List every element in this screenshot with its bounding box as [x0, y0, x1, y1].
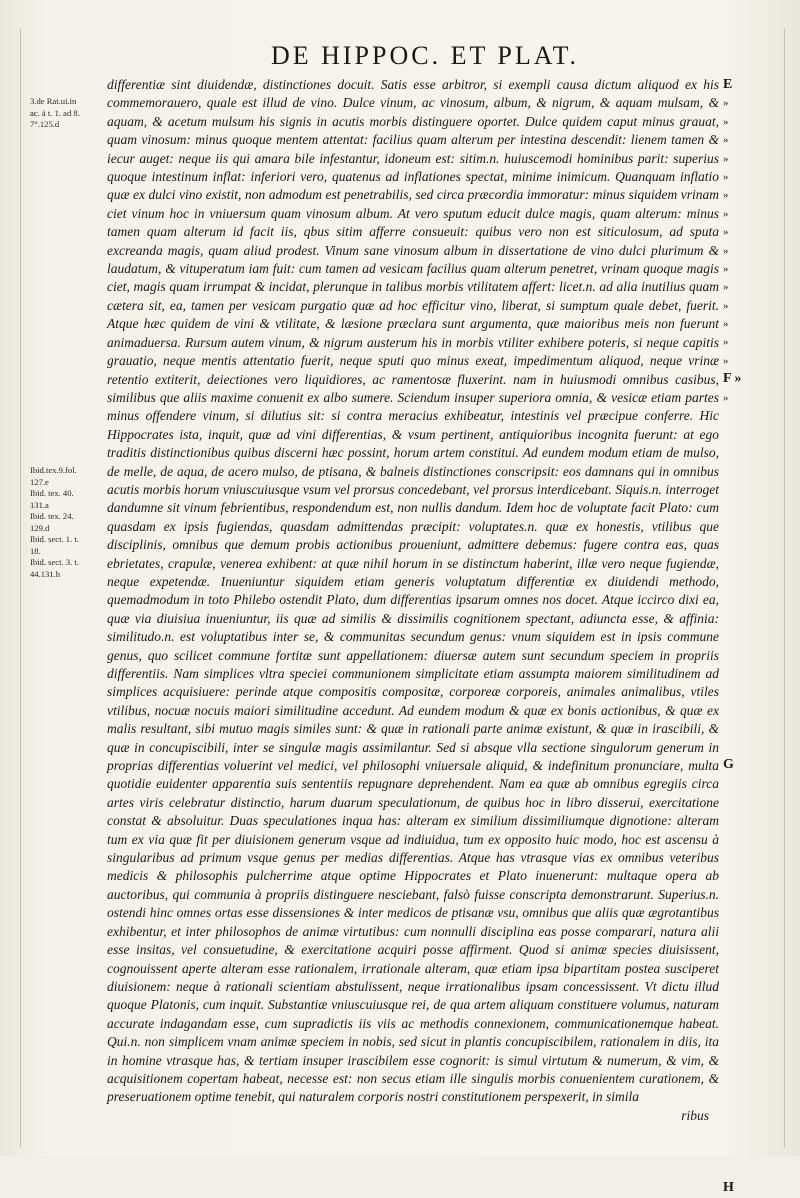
margin-marker: » [723, 318, 729, 331]
margin-marker: » [723, 189, 729, 202]
margin-marker: » [723, 354, 729, 367]
margin-marker: H [723, 1180, 734, 1196]
margin-marker: » [723, 115, 729, 128]
body-paragraph: differentiæ sint diuidendæ, distinctiones docuit. Satis esse arbitror, si exempli causa dictum aliquod ex his commemorauero, quale est illud de vino. Dulce vinum, ac vinosum, album, & nigrum, & aquam mulsam, & aquam, & acetum mulsum his signis in acutis morbis distinguere oportet. Dulce quidem caput minus grauat, quam vinosum: minus quoque mentem attentat: facilius quam alterum per intestina descendit: lienem tamen & iecur auget: neque iis qui amara bile infestantur, idoneum est: sitim.n. huiuscemodi hominibus parit: superius quoque intestinum inflat: inferiori vero, quatenus ad inflationes spectat, minime inimicum. Quanquam inflatio quæ ex dulci vino existit, non admodum est penetrabilis, sed circa præcordia immoratur: minus siquidem vrinam ciet vinum hoc in vniuersum quam vinosum album. At vero sputum educit dulce magis, quam alterum: minus tamen quam alterum id facit iis, qbus sitim afferre consueuit: quibus vero non est siticulosum, ad sputa excreanda magis, quam aliud prodest. Vinum sane vinosum album in dissertatione de vino dulci plurimum & laudatum, & vituperatum iam fuit: cum tamen ad vesicam facilius quam alterum penetret, vrinam quoque magis ciet, magis quam irrumpat & incidat, plerunque in talibus morbis vtilitatem affert: licet.n. ad alia inutilius quam cætera sit, ea, tamen per vesicam purgatio quæ ad hoc efficitur vino, liberat, si sumptum quale debet, fuerit. Atque hæc quidem de vini & vtilitate, & læsione præclara sunt argumenta, quæ maioribus meis non fuerunt animaduersa. Rursum autem vinum, & nigrum austerum his in morbis vtiliter exhibere poteris, si neque capitis grauatio, neque mentis attentatio fuerit, neque sputi quo minus exeat, impedimentum aliquod, neque vrinæ retentio extiterit, deiectiones vero liquidiores, ac ramentosæ fluxerint. nam in huiusmodi omnibus casibus, similibus que aliis maxime conuenit ex albo sumere. Sciendum insuper superiora omnia, & vesicæ etiam partes minus offendere vinum, si dilutius sit: si contra meracius exhibeatur, intestinis vel præcipue conferre. Hic Hippocrates ista, inquit, quæ ad vini differentias, & vsum pertinent, antiquioribus incognita fuerunt: at ego traditis distinctionibus quibus discerni hæc possint, horum artem constitui. Ad eundem modum etiam de mulso, de melle, de aqua, de acero mulso, de ptisana, & balneis distinctiones conscripsit: eos damnans qui in omnibus acutis morbis horum vniuscuiusque vsum vel prorsus concedebant, vel prorsus interdicebant. Siquis.n. interroget dandumne sit vinum febrientibus, respondendum est, non nullis dandum. Idem hoc de voluptate facit Plato: cum quasdam ex ipsis fugiendas, quasdam admittendas præcipit: voluptates.n. quæ ex honestis, vtilibus que disciplinis, omnibus que demum probis actionibus proueniunt, admittere debemus: fugere contra eas, quas ebrietates, crapulæ, venerea exhibent: at quæ nihil horum in se distinctum haberint, illæ vero neque fugiendæ, neque expetendæ. Inueniuntur siquidem etiam generis voluptatum differentiæ ex diuidendi methodo, quemadmodum in toto Philebo ostendit Plato, dum differentias ipsarum omnes nos docet. Atque iccirco dixi ea, quæ via diuisiua inueniuntur, iis quæ ad similis & dissimilis cognitionem spectant, adiuncta esse, & affinia: similitudo.n. est voluptatibus inter se, & communitas secundum genus: vnum siquidem est in ipsis commune genus, quo scilicet commune fortitæ sunt appellationem: diuersæ autem sunt secundum speciem in propriis differentiis. Nam simplices vltra speciei communionem simplicitate etiam assumpta maiorem similitudinem ad simplices acquisiuere: perinde atque compositis compositæ, corporeæ corporeis, animales animalibus, vtiles vtilibus, nocuæ nocuis maiori similitudine accedunt. Ad eundem modum & quæ ex bonis actionibus, & quæ ex malis resultant, sibi mutuo magis similes sunt: & quæ in rationali parte animæ existunt, & quæ in irascibili, & quæ in concupiscibili, inter se singulæ magis assimilantur. Sed si absque vlla sectione singulorum generum in proprias differentias voluerint vel medici, vel philosophi vniuersale aliquid, & indefinitum pronunciare, multa quotidie euidenter apparentia suis sententiis repugnare deprehendent. Nam ea quæ ab omnibus egregiis circa artes viris celebratur distinctio, harum duarum speculationum, de quibus hoc in libro disserui, exercitatione constat & absoluitur. Duas speculationes inqua has: alteram ex similium dissimiliumque dignotione: alteram tum ex via quæ fit per diuisionem generum vsque ad indiuidua, tum ex opposito huic modo, hoc est ascensu à singularibus ad primum vsque genus per medias differentias. Atque has vtrasque vias ex omnibus veteribus medicis & philosophis pulcherrime atque optime Hippocrates et Plato inuenerunt: multaque opera ab auctoribus, qui communia à propriis distinguere nesciebant, falsò fuisse conscripta demonstrarunt. Superius.n. ostendi hinc omnes ortas esse dissensiones & inter medicos de ptisanæ vsu, omnibus que aliis quæ ægrotantibus exhibentur, et inter philosophos de animæ virtutibus: cum nonnulli disciplina eas posse comparari, natura alii esse insitas, vel consuetudine, & exercitatione acquiri posse affirment. Quod si animæ species diuisissent, cognouissent aperte alteram esse rationalem, irrationale alteram, quæ etiam ipsa bipartitam postea susciperet diuisionem: neque à rationali scientiam abstulissent, neque irrationalibus ipsam concessissent. Vt dictu illud quoque Platonis, cum inquit. Substantiæ vniuscuiusque rei, de qua artem aliquam constituere volumus, naturam accurate indagandam esse, cum supradictis iis viis ac methodis connexionem, communicationemque habeat. Qui.n. non simplicem vnam animæ speciem in nobis, sed sicut in plantis concupiscibilem, rationalem in diis, ita in homine vtrasque has, & tertiam insuper irascibilem esse cognorit: is simul virtutum & numerum, & vim, & acquisitionem copertam habeat, necesse est: non secus etiam ille singulis morbis conuenientem curationem, & preseruationem optime tenebit, qui naturalem corporis nostri constitutionem perspexerit, in simila [107, 77, 719, 1105]
margin-marker: » [723, 152, 729, 165]
margin-marker: » [723, 281, 729, 294]
margin-marker [723, 481, 753, 499]
margin-marker [723, 922, 753, 940]
margin-marker: » [723, 97, 729, 110]
margin-marker [723, 812, 753, 830]
margin-marker [723, 499, 753, 517]
margin-marker [723, 1051, 753, 1069]
margin-marker: » [723, 207, 729, 220]
margin-marker: » [723, 134, 729, 147]
margin-marker [723, 996, 753, 1014]
right-margin-markers [723, 76, 753, 1198]
margin-note-1: 3.de Rat.ui.in ac. ä t. 1. ad 8. 7°.125.d [30, 96, 80, 129]
margin-marker [723, 885, 753, 903]
margin-marker: » [723, 336, 729, 349]
margin-marker [723, 517, 753, 535]
margin-marker [723, 573, 753, 591]
margin-marker [723, 793, 753, 811]
margin-marker [723, 830, 753, 848]
margin-marker [723, 425, 753, 443]
margin-marker [723, 554, 753, 572]
running-header: DE HIPPOC. ET PLAT. [270, 41, 580, 70]
margin-marker [723, 536, 753, 554]
margin-marker [723, 867, 753, 885]
margin-marker: » [723, 170, 729, 183]
margin-marker [723, 904, 753, 922]
page-rule-left [20, 28, 21, 1148]
margin-marker [723, 444, 753, 462]
margin-marker: » [723, 226, 729, 239]
margin-marker [723, 1124, 753, 1142]
margin-marker [723, 959, 753, 977]
margin-marker [723, 1069, 753, 1087]
margin-marker: E [723, 77, 733, 92]
margin-marker [723, 701, 753, 719]
margin-marker [723, 1161, 753, 1179]
body-text [107, 76, 719, 1125]
margin-marker [723, 1014, 753, 1032]
margin-marker [723, 1087, 753, 1105]
margin-marker [723, 1106, 753, 1124]
margin-marker: » [723, 262, 729, 275]
page-rule-right [784, 28, 785, 1148]
margin-marker: » [723, 299, 729, 312]
margin-marker [723, 775, 753, 793]
margin-marker [723, 646, 753, 664]
margin-marker [723, 683, 753, 701]
margin-marker [723, 462, 753, 480]
margin-marker: » [723, 244, 729, 257]
margin-marker [723, 940, 753, 958]
margin-marker [723, 591, 753, 609]
margin-marker [723, 848, 753, 866]
margin-marker: G [723, 757, 734, 773]
margin-marker [723, 720, 753, 738]
margin-marker [723, 665, 753, 683]
catchword: ribus [681, 1107, 709, 1123]
margin-marker [723, 609, 753, 627]
margin-marker [723, 1143, 753, 1161]
margin-note-2: Ibid.tex.9.fol. 127.e Ibid. tex. 40. 131.a Ibid. tex. 24. 129.d Ibid. sect. 1. t. 18. Ibid. sect. 3. t. 44.131.h [30, 465, 79, 579]
margin-marker: » [723, 391, 729, 404]
margin-marker: F » [723, 371, 742, 387]
margin-marker [723, 1032, 753, 1050]
margin-marker [723, 738, 753, 756]
margin-marker [723, 628, 753, 646]
margin-marker [723, 977, 753, 995]
margin-marker [723, 407, 753, 425]
